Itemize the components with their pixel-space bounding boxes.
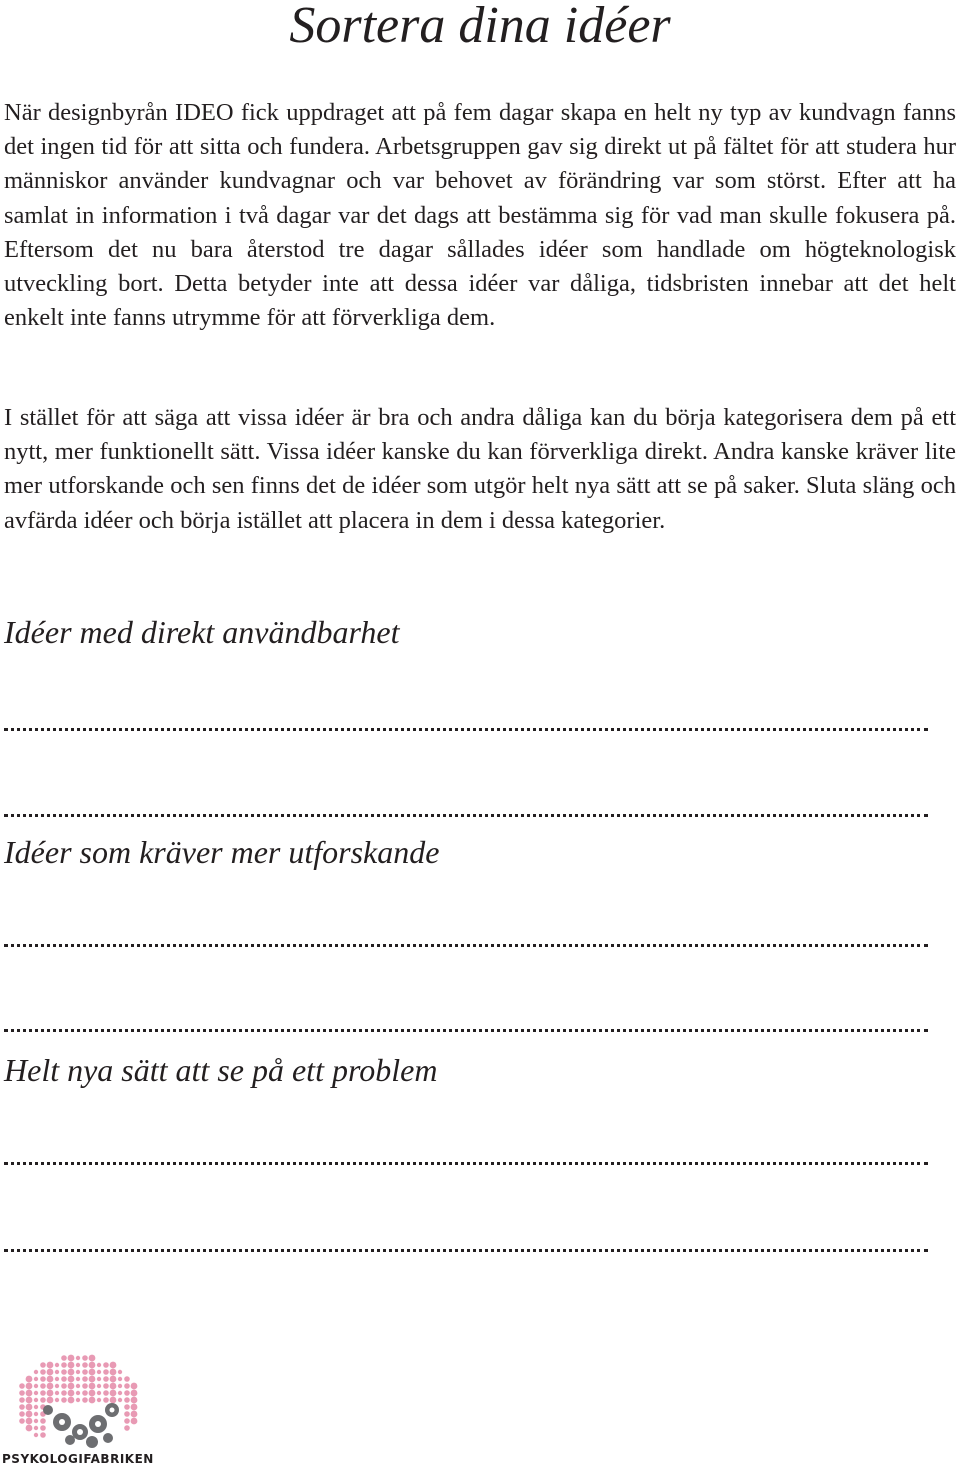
gears-icon — [43, 1403, 119, 1448]
section-heading-explore: Idéer som kräver mer utforskande — [4, 834, 440, 870]
page-title: Sortera dina idéer — [289, 0, 671, 54]
write-line[interactable] — [4, 728, 928, 731]
write-line[interactable] — [4, 1029, 928, 1032]
section-heading-direct-use: Idéer med direkt användbarhet — [4, 614, 400, 650]
psykologifabriken-logo — [0, 1340, 150, 1467]
write-line[interactable] — [4, 1249, 928, 1252]
write-line[interactable] — [4, 944, 928, 947]
write-line[interactable] — [4, 814, 928, 817]
write-line[interactable] — [4, 1162, 928, 1165]
intro-paragraph: När designbyrån IDEO fick uppdraget att på fem dagar skapa en helt ny typ av kundvagn fanns det ingen tid för att sitta och fundera. Arbetsgruppen gav sig direkt ut på fältet för att studera hur människor använder kundvagnar och var behovet av förändring var som störst. Efter att ha samlat in information i två dagar var det dags att bestämma sig för vad man skulle fokusera på. Eftersom det nu bara återstod tre dagar sållades idéer som handlade om högteknologisk utveckling bort. Detta betyder inte att dessa idéer var dåliga, tidsbristen innebar att det helt enkelt inte fanns utrymme för att förverkliga dem. — [4, 99, 956, 332]
section-heading-new-ways: Helt nya sätt att se på ett problem — [4, 1052, 438, 1088]
instruction-paragraph: I stället för att säga att vissa idéer är bra och andra dåliga kan du börja kategorisera dem på ett nytt, mer funktionellt sätt. Vissa idéer kanske du kan förverkliga direkt. Andra kanske kräver lite mer utforskande och sen finns det de idéer som utgör helt nya sätt att se på saker. Sluta släng och avfärda idéer och börja istället att placera in dem i dessa kategorier. — [4, 404, 956, 534]
logo-wordmark: PSYKOLOGIFABRIKEN — [2, 1452, 154, 1466]
